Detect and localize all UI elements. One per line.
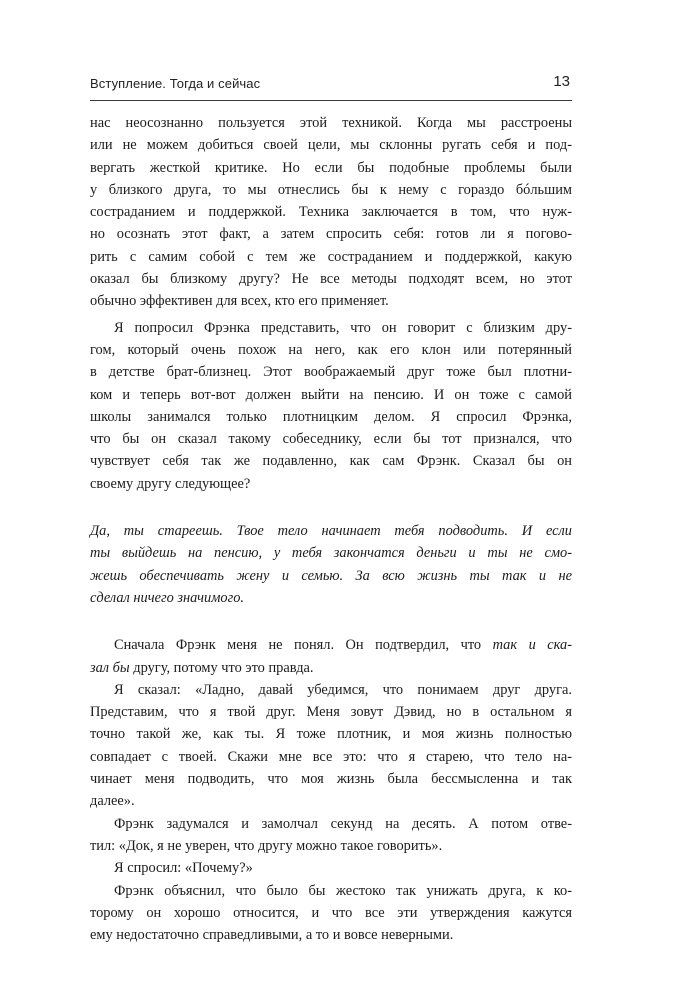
text-line: далее». <box>90 793 135 810</box>
quote-line: сделал ничего значимого. <box>90 589 244 606</box>
text-line: состраданием и поддержкой. Техника заключается в том, что нуж- <box>90 204 572 221</box>
paragraph-2 <box>90 317 572 495</box>
text-line: гом, который очень похож на него, как его клон или потерянный <box>90 341 572 358</box>
text-run: Сначала Фрэнк меня не понял. Он подтвердил, что <box>114 637 493 654</box>
text-line: в детстве брат-близнец. Этот воображаемый друг тоже был плотни- <box>90 364 572 381</box>
text-line: что бы он сказал такому собеседнику, если бы тот признался, что <box>90 431 572 448</box>
text-line: своему другу следующее? <box>90 475 251 492</box>
text-line: обычно эффективен для всех, кто его применяет. <box>90 293 389 310</box>
text-line: торому он хорошо относится, и что все эти утверждения кажутся <box>90 904 572 921</box>
text-line: совпадает с твоей. Скажи мне все это: что я старею, что тело на- <box>90 748 572 765</box>
paragraph-3 <box>90 634 572 679</box>
paragraph-5 <box>90 813 572 858</box>
paragraph-6 <box>90 857 572 879</box>
text-line: Я попросил Фрэнка представить, что он говорит с близким дру- <box>114 319 572 336</box>
paragraph-7 <box>90 880 572 947</box>
text-line <box>90 657 572 679</box>
text-line: Я спросил: «Почему?» <box>114 860 253 877</box>
page-number: 13 <box>553 73 570 90</box>
text-line: оказал бы близкому другу? Не все методы подходят всем, но этот <box>90 271 572 288</box>
text-line: школы занимался только плотницким делом. Я спросил Фрэнка, <box>90 408 572 425</box>
text-line: Фрэнк объяснил, что было бы жестоко так унижать друга, к ко- <box>114 882 572 899</box>
italic-run: зал бы <box>90 659 130 676</box>
body-text <box>90 112 572 946</box>
text-line: но осознать этот факт, а затем спросить себя: готов ли я погово- <box>90 226 572 243</box>
paragraph-1 <box>90 112 572 313</box>
text-line: точно такой же, как ты. Я тоже плотник, и моя жизнь полностью <box>90 726 572 743</box>
block-quote <box>90 520 572 609</box>
paragraph-4 <box>90 679 572 813</box>
text-line: тил: «Док, я не уверен, что другу можно такое говорить». <box>90 837 443 854</box>
text-line: Я сказал: «Ладно, давай убедимся, что понимаем друг друга. <box>114 681 572 698</box>
italic-run: так и ска- <box>492 637 572 654</box>
quote-line: жешь обеспечивать жену и семью. За всю жизнь ты так и не <box>90 567 572 584</box>
text-line: нас неосознанно пользуется этой техникой. Когда мы расстроены <box>90 115 572 131</box>
text-line: ему недостаточно справедливыми, а то и вовсе неверными. <box>90 927 454 944</box>
text-line: Представим, что я твой друг. Меня зовут Дэвид, но в остальном я <box>90 704 572 721</box>
running-header <box>90 72 572 101</box>
text-line: чинает меня подводить, что моя жизнь была бессмысленна и так <box>90 771 572 788</box>
text-line: вергать жесткой критике. Но если бы подобные проблемы были <box>90 159 572 176</box>
text-line: ком и теперь вот-вот должен выйти на пенсию. И он тоже с самой <box>90 386 572 403</box>
quote-line: Да, ты стареешь. Твое тело начинает тебя подводить. И если <box>90 523 572 540</box>
text-line <box>90 634 572 656</box>
text-line: рить с самим собой с тем же состраданием и поддержкой, какую <box>90 248 572 265</box>
text-run: другу, потому что это правда. <box>129 659 314 676</box>
text-line: Фрэнк задумался и замолчал секунд на десять. А потом отве- <box>114 815 572 832</box>
quote-line: ты выйдешь на пенсию, у тебя закончатся деньги и ты не смо- <box>90 545 572 562</box>
text-line: или не можем добиться своей цели, мы склонны ругать себя и под- <box>90 137 572 154</box>
text-line: чувствует себя так же подавленно, как сам Фрэнк. Сказал бы он <box>90 453 572 470</box>
running-title: Вступление. Тогда и сейчас <box>90 76 261 91</box>
text-line: у близкого друга, то мы отнеслись бы к нему с гораздо бóльшим <box>90 181 572 198</box>
